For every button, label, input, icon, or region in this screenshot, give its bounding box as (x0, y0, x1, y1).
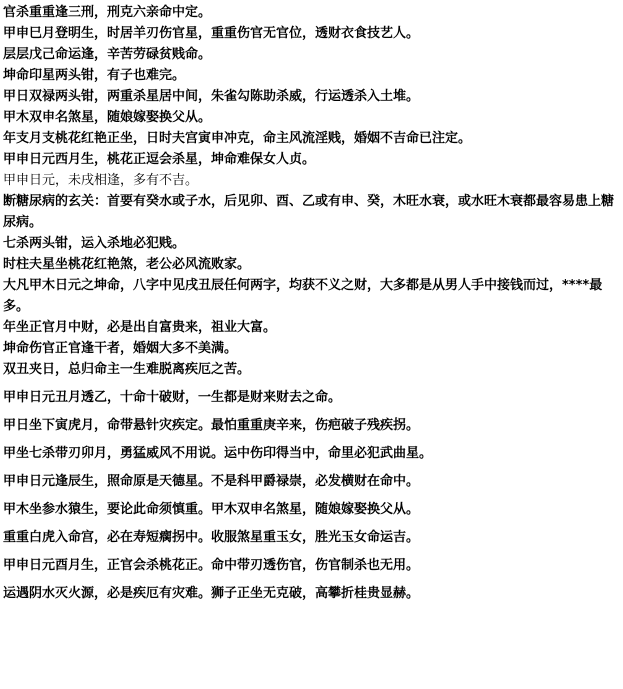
text-line-8: 甲申日元西月生，桃花正逗会杀星，坤命难保女人贞。 (3, 152, 316, 167)
document-body (3, 2, 618, 604)
text-line-15: 坤命伤官正官逢干者，婚姻大多不美满。 (3, 341, 238, 356)
text-line-14: 年坐正官月中财，必是出自富贵来，祖业大富。 (3, 320, 277, 335)
text-line-17: 甲申日元丑月透乙，十命十破财，一生都是财来财去之命。 (3, 390, 342, 405)
text-line-16: 双丑夹日，总归命主一生难脱离疾厄之苦。 (3, 362, 251, 377)
text-line-24: 运遇阴水灭火源，必是疾厄有灾难。狮子正坐无克破，高攀折桂贵显赫。 (3, 586, 420, 601)
text-line-20: 甲申日元逢辰生，照命原是天德星。不是科甲爵禄崇，必发横财在命中。 (3, 474, 420, 489)
text-line-12: 时柱夫星坐桃花红艳煞，老公必风流败家。 (3, 257, 251, 272)
text-line-3: 层层戊己命运逢，辛苦劳碌贫贱命。 (3, 47, 212, 62)
text-line-13: 大凡甲木日元之坤命，八字中见戌丑辰任何两字，均获不义之财，大多都是从男人手中接钱而过，****最多。 (3, 278, 603, 314)
text-line-6: 甲木双申名煞星，随娘嫁娶换父从。 (3, 110, 212, 125)
text-line-7: 年支月支桃花红艳正坐，日时夫宫寅申冲克，命主风流淫贱，婚姻不吉命已注定。 (3, 131, 472, 146)
text-line-23: 甲申日元酉月生，正官会杀桃花正。命中带刃透伤官，伤官制杀也无用。 (3, 558, 420, 573)
text-line-9: 甲申日元，未戌相逢，多有不吉。 (3, 173, 199, 188)
text-line-18: 甲日坐下寅虎月，命带悬针灾疾定。最怕重重庚辛来，伤疤破子残疾拐。 (3, 418, 420, 433)
text-line-21: 甲木坐参水猿生，要论此命须慎重。甲木双申名煞星，随娘嫁娶换父从。 (3, 502, 420, 517)
text-line-19: 甲坐七杀带刃卯月，勇猛威风不用说。运中伤印得当中，命里必犯武曲星。 (3, 446, 433, 461)
text-line-10: 断糖尿病的玄关：首要有癸水或子水，后见卯、酉、乙或有申、癸，木旺水衰，或水旺木衰都最容易患上糖尿病。 (3, 194, 615, 230)
text-line-22: 重重白虎入命宫，必在寿短瘸拐中。收服煞星重玉女，胜光玉女命运吉。 (3, 530, 420, 545)
text-line-11: 七杀两头钳，运入杀地必犯贱。 (3, 236, 186, 251)
text-line-5: 甲日双禄两头钳，两重杀星居中间，朱雀勾陈助杀威，行运透杀入土堆。 (3, 89, 420, 104)
text-line-1: 官杀重重逢三刑，刑克六亲命中定。 (3, 5, 212, 20)
text-line-4: 坤命印星两头钳，有子也难完。 (3, 68, 186, 83)
text-line-2: 甲申巳月登明生，时居羊刃伤官星，重重伤官无官位，透财衣食技艺人。 (3, 26, 420, 41)
